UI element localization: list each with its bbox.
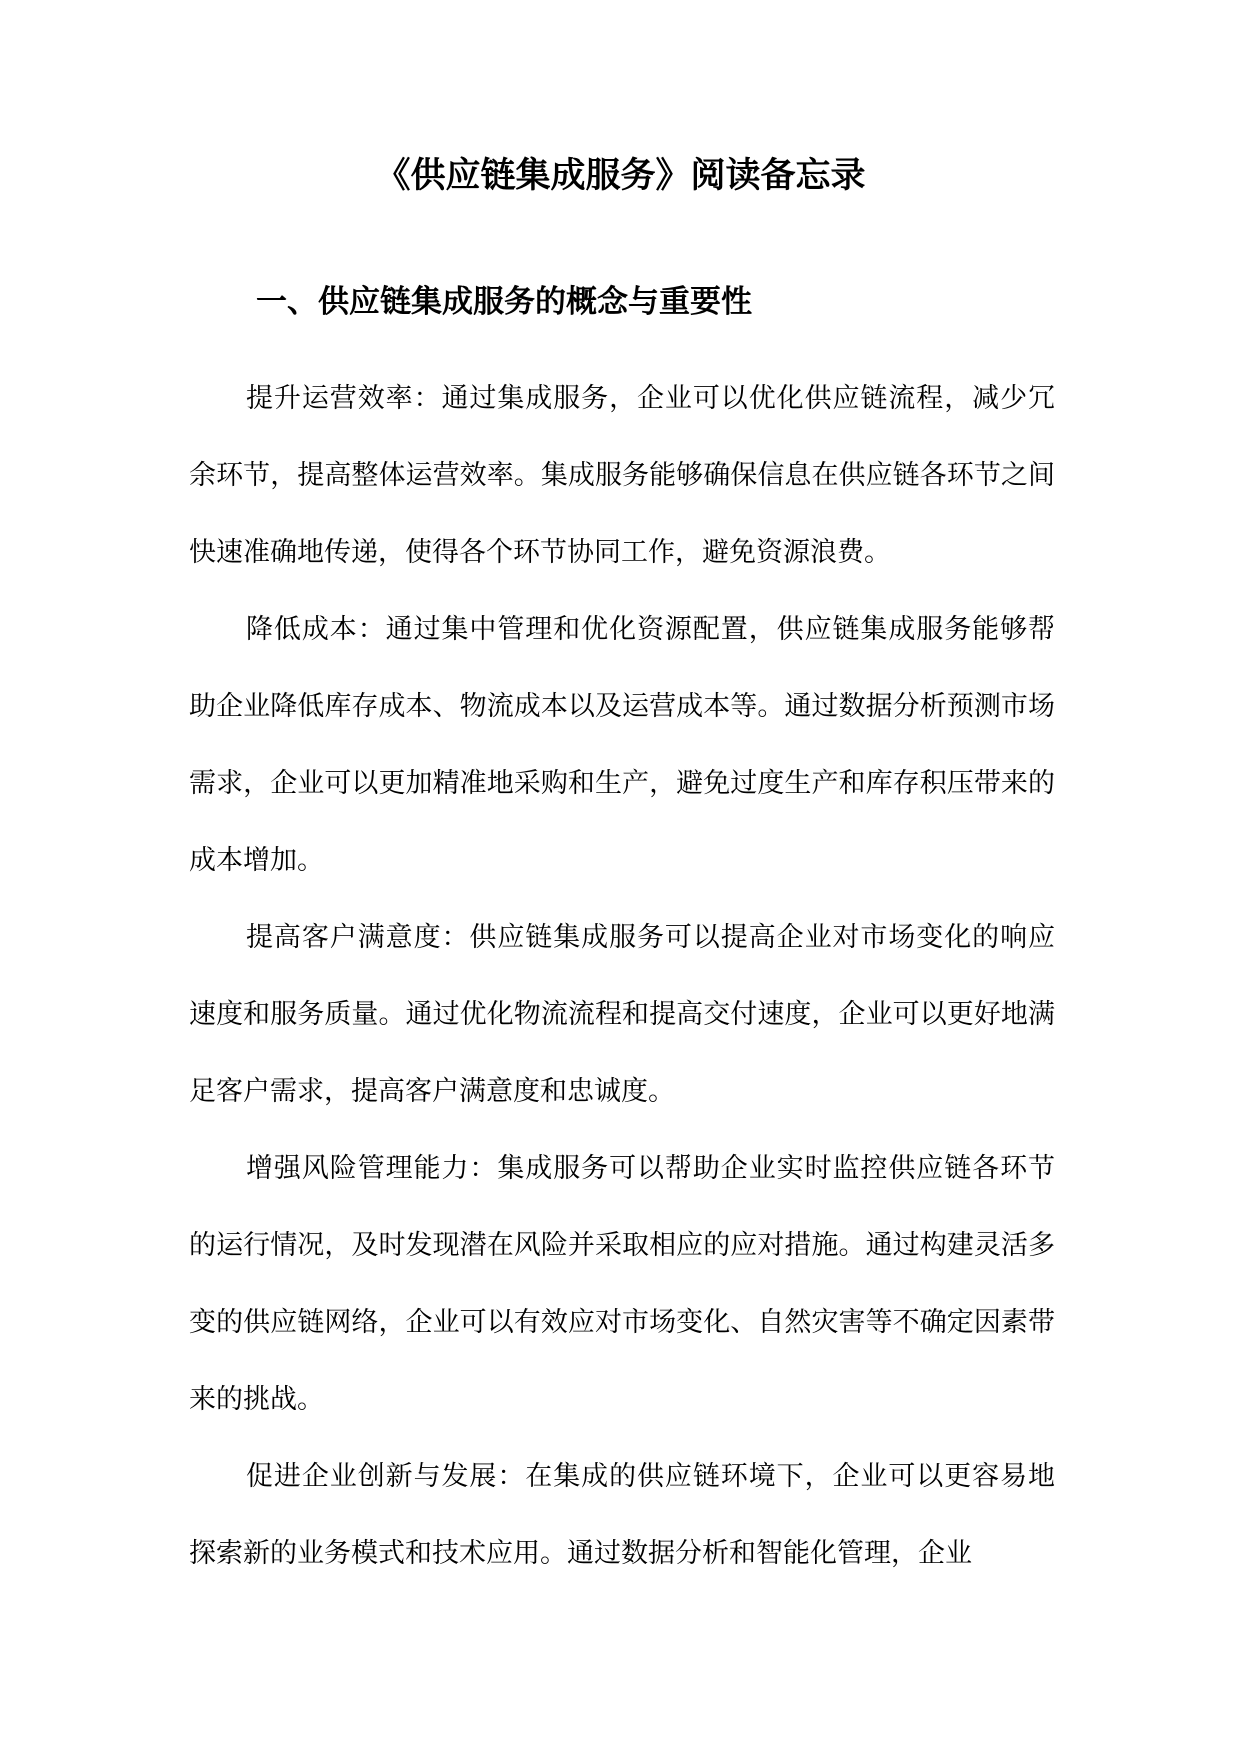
paragraph-cost-reduction: 降低成本：通过集中管理和优化资源配置，供应链集成服务能够帮助企业降低库存成本、物流成本以及运营成本等。通过数据分析预测市场需求，企业可以更加精准地采购和生产，避免过度生产和库存积压带来的成本增加。 (189, 614, 1055, 876)
paragraph-innovation: 促进企业创新与发展：在集成的供应链环境下，企业可以更容易地探索新的业务模式和技术应用。通过数据分析和智能化管理，企业 (189, 1461, 1055, 1569)
section-heading: 一、供应链集成服务的概念与重要性 (256, 284, 752, 320)
paragraph-customer-satisfaction: 提高客户满意度：供应链集成服务可以提高企业对市场变化的响应速度和服务质量。通过优化物流流程和提高交付速度，企业可以更好地满足客户需求，提高客户满意度和忠诚度。 (189, 922, 1055, 1107)
paragraph-risk-management: 增强风险管理能力：集成服务可以帮助企业实时监控供应链各环节的运行情况，及时发现潜在风险并采取相应的应对措施。通过构建灵活多变的供应链网络，企业可以有效应对市场变化、自然灾害等不确定因素带来的挑战。 (189, 1153, 1055, 1415)
document-body (189, 360, 1055, 1592)
document-title: 《供应链集成服务》阅读备忘录 (375, 155, 866, 196)
paragraph-operational-efficiency: 提升运营效率：通过集成服务，企业可以优化供应链流程，减少冗余环节，提高整体运营效率。集成服务能够确保信息在供应链各环节之间快速准确地传递，使得各个环节协同工作，避免资源浪费。 (189, 383, 1055, 568)
